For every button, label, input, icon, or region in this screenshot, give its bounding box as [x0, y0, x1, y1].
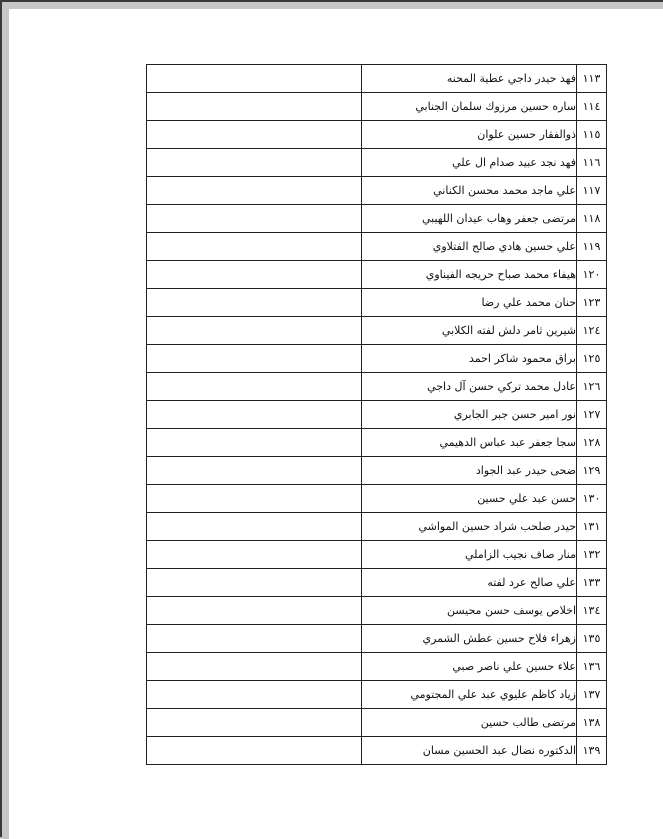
table-row: [147, 149, 607, 177]
row-number: ١٢٦: [577, 373, 607, 401]
table-row: [147, 513, 607, 541]
table-row: [147, 709, 607, 737]
table-row: [147, 345, 607, 373]
row-number: ١٣٨: [577, 709, 607, 737]
row-number: ١١٣: [577, 65, 607, 93]
row-number: ١٣٥: [577, 625, 607, 653]
table-row: [147, 233, 607, 261]
person-name: زهراء فلاح حسين عطش الشمري: [362, 625, 577, 653]
row-number: ١٣٢: [577, 541, 607, 569]
empty-cell: [147, 261, 362, 289]
empty-cell: [147, 513, 362, 541]
table-row: [147, 485, 607, 513]
table-row: [147, 737, 607, 765]
row-number: ١١٤: [577, 93, 607, 121]
person-name: نور امير حسن جبر الجابري: [362, 401, 577, 429]
table-row: [147, 289, 607, 317]
row-number: ١٢٥: [577, 345, 607, 373]
row-number: ١١٩: [577, 233, 607, 261]
empty-cell: [147, 737, 362, 765]
person-name: مرتضى جعفر وهاب عيدان اللهيبي: [362, 205, 577, 233]
table-row: [147, 541, 607, 569]
empty-cell: [147, 205, 362, 233]
table-row: [147, 261, 607, 289]
empty-cell: [147, 457, 362, 485]
empty-cell: [147, 345, 362, 373]
empty-cell: [147, 569, 362, 597]
person-name: اخلاص يوسف حسن محيسن: [362, 597, 577, 625]
empty-cell: [147, 373, 362, 401]
table-row: [147, 625, 607, 653]
table-row: [147, 373, 607, 401]
table-row: [147, 93, 607, 121]
row-number: ١٣٩: [577, 737, 607, 765]
names-table-body: [147, 65, 607, 765]
row-number: ١١٧: [577, 177, 607, 205]
row-number: ١٣٦: [577, 653, 607, 681]
table-row: [147, 401, 607, 429]
person-name: سجا جعفر عبد عباس الدهيمي: [362, 429, 577, 457]
row-number: ١٣٤: [577, 597, 607, 625]
row-number: ١٢٤: [577, 317, 607, 345]
empty-cell: [147, 317, 362, 345]
person-name: حيدر صلحب شراد حسين المواشي: [362, 513, 577, 541]
empty-cell: [147, 177, 362, 205]
empty-cell: [147, 653, 362, 681]
table-row: [147, 681, 607, 709]
row-number: ١١٥: [577, 121, 607, 149]
person-name: منار صاف نجيب الزاملي: [362, 541, 577, 569]
person-name: شيرين ثامر دلش لفته الكلابي: [362, 317, 577, 345]
empty-cell: [147, 65, 362, 93]
empty-cell: [147, 149, 362, 177]
names-table: [146, 64, 607, 765]
empty-cell: [147, 541, 362, 569]
row-number: ١٢٠: [577, 261, 607, 289]
row-number: ١٢٨: [577, 429, 607, 457]
empty-cell: [147, 709, 362, 737]
empty-cell: [147, 485, 362, 513]
table-row: [147, 569, 607, 597]
person-name: فهد نجد عبيد صدام ال علي: [362, 149, 577, 177]
row-number: ١٢٣: [577, 289, 607, 317]
empty-cell: [147, 121, 362, 149]
empty-cell: [147, 93, 362, 121]
table-row: [147, 65, 607, 93]
table-row: [147, 653, 607, 681]
empty-cell: [147, 681, 362, 709]
document-page: [9, 9, 663, 839]
row-number: ١١٦: [577, 149, 607, 177]
person-name: حسن عبد علي حسين: [362, 485, 577, 513]
row-number: ١٢٧: [577, 401, 607, 429]
row-number: ١٢٩: [577, 457, 607, 485]
row-number: ١٣١: [577, 513, 607, 541]
person-name: الدكتوره نضال عبد الحسين مسان: [362, 737, 577, 765]
table-row: [147, 457, 607, 485]
person-name: فهد حيدر داجي عطية المحنه: [362, 65, 577, 93]
row-number: ١٣٠: [577, 485, 607, 513]
person-name: علاء حسين علي ناصر صبي: [362, 653, 577, 681]
empty-cell: [147, 289, 362, 317]
empty-cell: [147, 401, 362, 429]
row-number: ١١٨: [577, 205, 607, 233]
person-name: علي ماجد محمد محسن الكناني: [362, 177, 577, 205]
person-name: علي حسين هادي صالح الفتلاوي: [362, 233, 577, 261]
table-row: [147, 597, 607, 625]
table-row: [147, 429, 607, 457]
row-number: ١٣٣: [577, 569, 607, 597]
empty-cell: [147, 233, 362, 261]
person-name: هيفاء محمد صباح حريجه الفيناوي: [362, 261, 577, 289]
table-row: [147, 177, 607, 205]
person-name: براق محمود شاكر احمد: [362, 345, 577, 373]
empty-cell: [147, 597, 362, 625]
person-name: علي صالح عرد لفته: [362, 569, 577, 597]
person-name: حنان محمد علي رضا: [362, 289, 577, 317]
row-number: ١٣٧: [577, 681, 607, 709]
empty-cell: [147, 625, 362, 653]
person-name: عادل محمد تركي حسن آل داجي: [362, 373, 577, 401]
person-name: زياد كاظم عليوي عبد علي المجتومي: [362, 681, 577, 709]
person-name: ذوالفقار حسين علوان: [362, 121, 577, 149]
empty-cell: [147, 429, 362, 457]
table-row: [147, 205, 607, 233]
table-row: [147, 317, 607, 345]
table-row: [147, 121, 607, 149]
person-name: ساره حسين مرزوك سلمان الجنابي: [362, 93, 577, 121]
person-name: مرتضى طالب حسين: [362, 709, 577, 737]
person-name: ضحى حيدر عبد الجواد: [362, 457, 577, 485]
